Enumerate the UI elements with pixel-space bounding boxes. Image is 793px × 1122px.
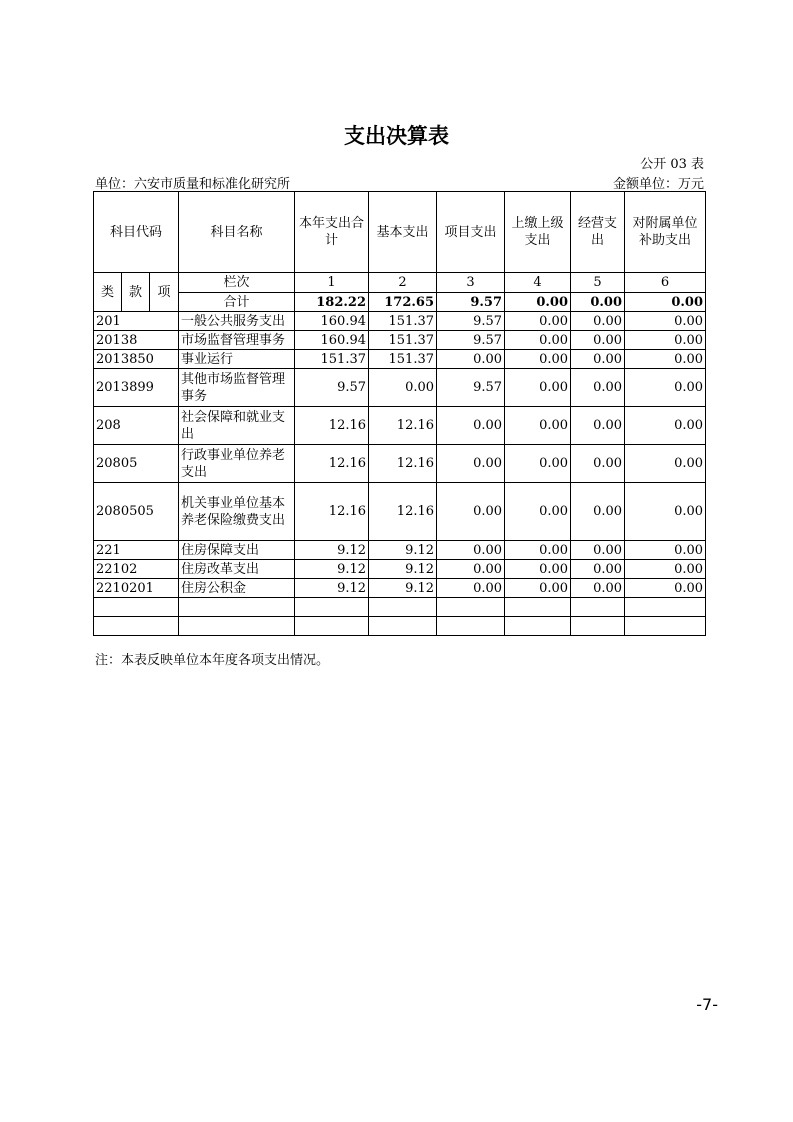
col-number-6: 6 [625,273,706,293]
row-value: 12.16 [295,445,369,483]
row-value: 0.00 [505,560,571,579]
report-title: 支出决算表 [344,124,449,148]
row-value: 0.00 [437,560,505,579]
col-number-1: 1 [295,273,369,293]
row-code: 2013850 [94,350,179,369]
col-number-3: 3 [437,273,505,293]
row-value: 151.37 [369,312,437,331]
row-value: 0.00 [625,331,706,350]
header-xiang: 项 [150,273,179,312]
row-value: 0.00 [437,445,505,483]
row-name: 行政事业单位养老支出 [179,445,295,483]
table-row [94,407,706,445]
row-value: 0.00 [505,407,571,445]
table-row [94,445,706,483]
header-row [94,192,706,273]
row-code: 221 [94,541,179,560]
header-business: 经营支出 [571,192,625,273]
row-value: 0.00 [625,369,706,407]
row-value: 0.00 [505,445,571,483]
total-row [94,293,706,312]
unit-label: 单位：六安市质量和标准化研究所 [95,177,291,192]
row-code: 22102 [94,560,179,579]
row-value: 0.00 [369,369,437,407]
row-value: 9.12 [369,560,437,579]
row-value: 160.94 [295,312,369,331]
row-value: 0.00 [625,541,706,560]
row-value: 0.00 [571,312,625,331]
row-value: 0.00 [437,350,505,369]
row-value: 0.00 [505,369,571,407]
row-value: 0.00 [505,331,571,350]
row-code: 20138 [94,331,179,350]
row-name: 事业运行 [179,350,295,369]
row-value: 12.16 [295,483,369,541]
row-value: 0.00 [571,541,625,560]
row-value: 0.00 [571,350,625,369]
row-value: 0.00 [625,483,706,541]
total-value: 0.00 [571,293,625,312]
header-code: 科目代码 [94,192,179,273]
row-value: 0.00 [505,312,571,331]
row-code: 2080505 [94,483,179,541]
header-name: 科目名称 [179,192,295,273]
row-name: 住房改革支出 [179,560,295,579]
table-row [94,483,706,541]
row-code: 201 [94,312,179,331]
row-name: 一般公共服务支出 [179,312,295,331]
row-name: 机关事业单位基本养老保险缴费支出 [179,483,295,541]
col-number-2: 2 [369,273,437,293]
empty-row [94,598,706,617]
row-name: 住房公积金 [179,579,295,598]
row-code: 208 [94,407,179,445]
total-label: 合计 [179,293,295,312]
row-value: 0.00 [625,560,706,579]
row-value: 0.00 [437,579,505,598]
row-value: 0.00 [571,331,625,350]
row-value: 9.57 [437,369,505,407]
row-code: 2210201 [94,579,179,598]
col-number-5: 5 [571,273,625,293]
table-row [94,541,706,560]
column-number-row [94,273,706,293]
row-value: 0.00 [505,350,571,369]
total-value: 172.65 [369,293,437,312]
row-code: 2013899 [94,369,179,407]
row-value: 0.00 [571,407,625,445]
header-upper: 上缴上级支出 [505,192,571,273]
row-value: 9.12 [369,579,437,598]
row-value: 0.00 [571,445,625,483]
row-value: 12.16 [295,407,369,445]
table-row [94,350,706,369]
total-value: 9.57 [437,293,505,312]
total-value: 182.22 [295,293,369,312]
header-subsidy: 对附属单位补助支出 [625,192,706,273]
row-code: 20805 [94,445,179,483]
row-value: 0.00 [437,407,505,445]
row-value: 151.37 [369,350,437,369]
row-value: 9.57 [437,331,505,350]
row-name: 住房保障支出 [179,541,295,560]
row-value: 0.00 [571,483,625,541]
row-value: 12.16 [369,445,437,483]
header-project: 项目支出 [437,192,505,273]
row-name: 其他市场监督管理事务 [179,369,295,407]
row-name: 社会保障和就业支出 [179,407,295,445]
row-value: 0.00 [571,560,625,579]
row-value: 0.00 [625,579,706,598]
row-value: 0.00 [625,407,706,445]
col-number-4: 4 [505,273,571,293]
table-row [94,312,706,331]
row-value: 160.94 [295,331,369,350]
row-value: 12.16 [369,407,437,445]
row-value: 9.12 [295,579,369,598]
row-value: 0.00 [437,541,505,560]
row-value: 0.00 [505,483,571,541]
row-value: 9.57 [437,312,505,331]
row-name: 市场监督管理事务 [179,331,295,350]
table-row [94,369,706,407]
row-value: 0.00 [437,483,505,541]
header-basic: 基本支出 [369,192,437,273]
row-value: 9.12 [369,541,437,560]
row-value: 0.00 [505,579,571,598]
header-lanci: 栏次 [179,273,295,293]
table-row [94,560,706,579]
table-row [94,331,706,350]
row-value: 0.00 [505,541,571,560]
amount-unit: 金额单位：万元 [612,177,704,192]
row-value: 0.00 [625,445,706,483]
row-value: 0.00 [571,579,625,598]
row-value: 0.00 [625,350,706,369]
table-row [94,579,706,598]
row-value: 12.16 [369,483,437,541]
header-total: 本年支出合计 [295,192,369,273]
expenditure-table [93,191,706,636]
row-value: 0.00 [571,369,625,407]
header-lei: 类 [94,273,122,312]
page-number: -7- [696,995,718,1014]
total-value: 0.00 [625,293,706,312]
row-value: 0.00 [625,312,706,331]
row-value: 9.57 [295,369,369,407]
row-value: 9.12 [295,541,369,560]
header-kuan: 款 [122,273,150,312]
table-note: 注：本表反映单位本年度各项支出情况。 [95,653,330,668]
row-value: 9.12 [295,560,369,579]
total-value: 0.00 [505,293,571,312]
form-number: 公开 03 表 [640,157,704,172]
row-value: 151.37 [295,350,369,369]
row-value: 151.37 [369,331,437,350]
empty-row [94,617,706,636]
